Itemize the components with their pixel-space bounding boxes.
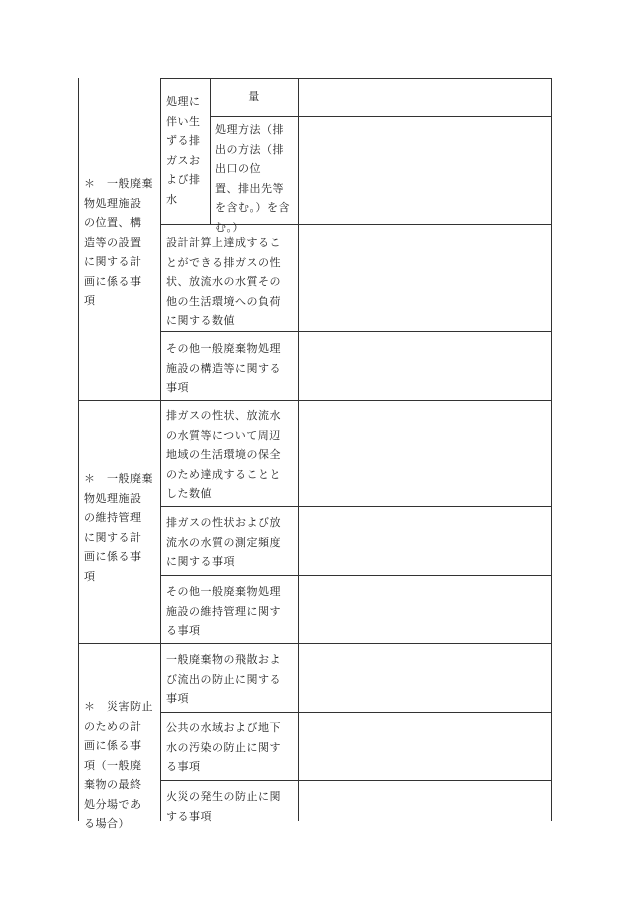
section-divider (78, 400, 552, 401)
section-title: ＊ 一般廃棄 物処理施設 の位置、構 造等の設置 に関する計 画に係る事 項 (84, 177, 153, 307)
row-label: 排ガスの性状および放 流水の水質の測定頻度 に関する事項 (166, 516, 281, 568)
row-label: その他一般廃棄物処理 施設の構造等に関する 事項 (166, 342, 281, 394)
row-label: 火災の発生の防止に関 する事項 (166, 790, 281, 823)
row-label: 排ガスの性状、放流水 の水質等について周辺 地域の生活環境の保全 のため達成することと した数値 (166, 409, 281, 500)
table-row-line (160, 331, 552, 332)
table-top-border (160, 78, 552, 79)
subrow-label: 量 (248, 90, 260, 103)
table-row-line (160, 780, 552, 781)
table-row-line (160, 712, 552, 713)
section-title: ＊ 一般廃棄 物処理施設 の維持管理 に関する計 画に係る事 項 (84, 472, 153, 583)
section-title: ＊ 災害防止 のための計 画に係る事 項（一般廃 棄物の最終 処分場であ る場合） (84, 700, 153, 830)
section-divider (78, 643, 552, 644)
table-row-line (160, 575, 552, 576)
row-label: 処理に 伴い生 ずる排 ガスお よび排 水 (166, 95, 201, 206)
table-right-border (551, 78, 552, 821)
table-left-border (78, 78, 79, 821)
subrow-label: 処理方法（排 出の方法（排 出口の位 置、排出先等 を含む。）を含 む。） (215, 123, 290, 234)
table-row-line (160, 506, 552, 507)
row-label: 公共の水域および地下 水の汚染の防止に関す る事項 (166, 721, 281, 773)
row-label: 一般廃棄物の飛散およ び流出の防止に関する 事項 (166, 653, 281, 705)
table-col-divider-1 (160, 78, 161, 821)
row-label: その他一般廃棄物処理 施設の維持管理に関す る事項 (166, 585, 281, 637)
table-col-divider-2 (298, 78, 299, 821)
row-label: 設計計算上達成するこ とができる排ガスの性 状、放流水の水質その 他の生活環境への負荷 に関する数値 (166, 236, 281, 327)
table-row-line (210, 116, 552, 117)
